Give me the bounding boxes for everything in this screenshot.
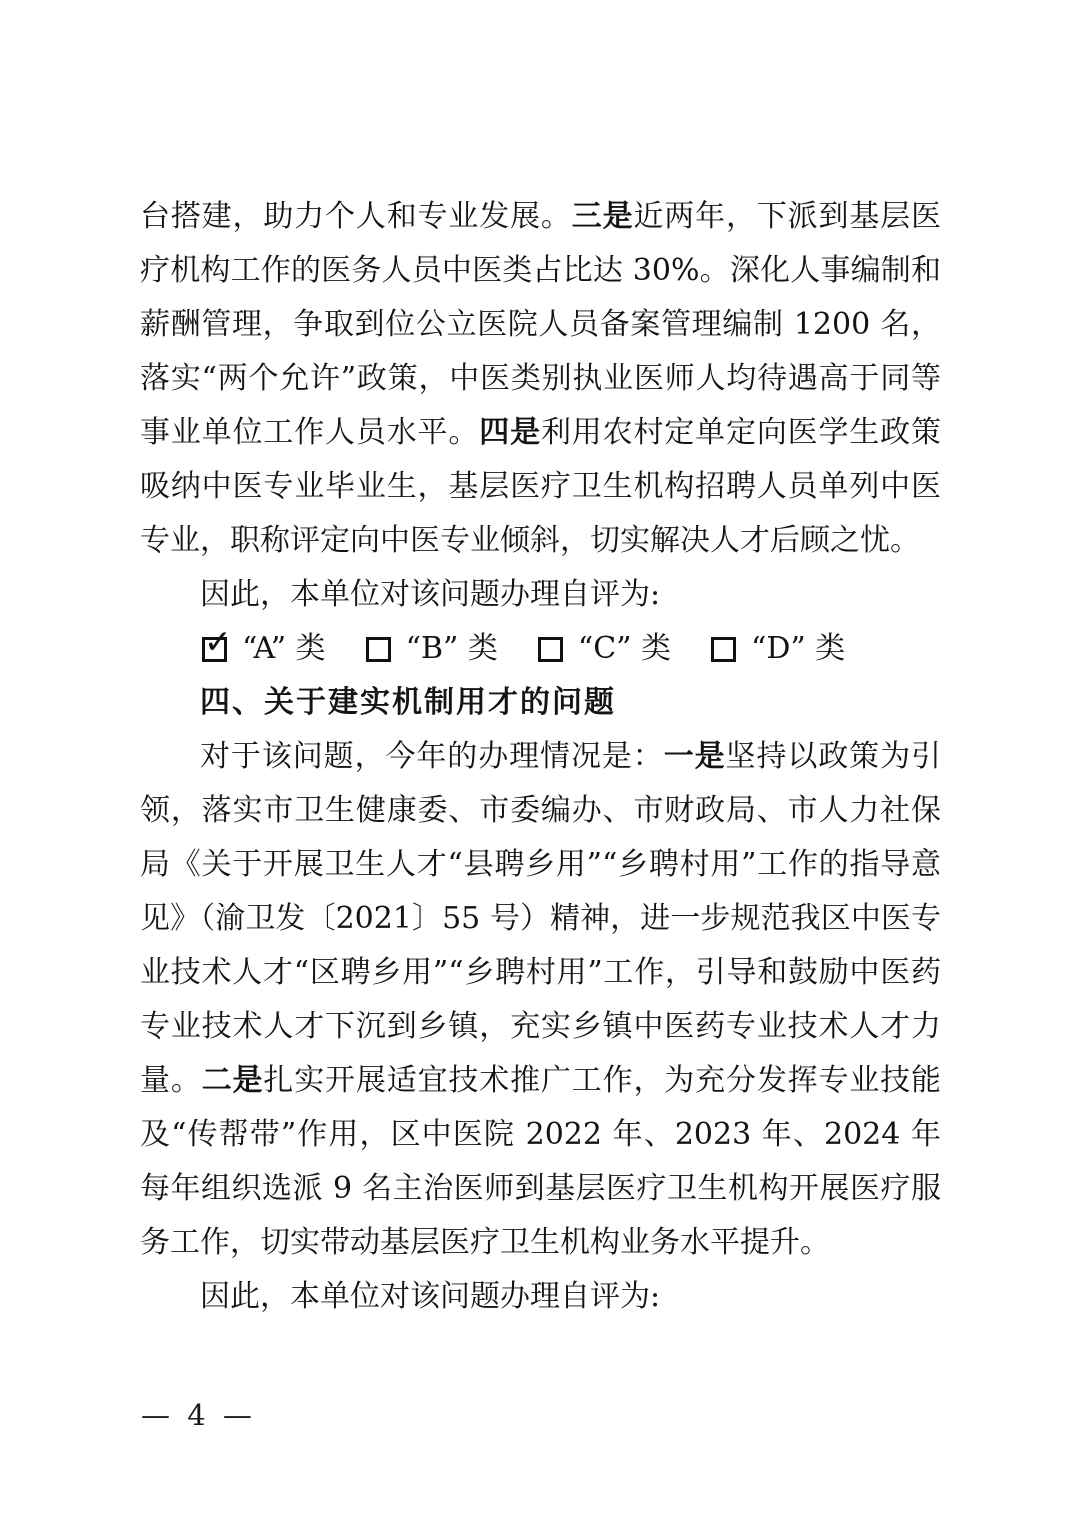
rating-option-label: “D” 类 <box>751 631 846 666</box>
checkbox-empty-icon <box>538 637 563 662</box>
self-rating-prompt-1: 因此，本单位对该问题办理自评为: <box>200 577 661 612</box>
text-run-bold-sanshi: 三是 <box>571 199 634 234</box>
rating-option-label: “C” 类 <box>577 631 672 666</box>
text-run: 对于该问题，今年的办理情况是： <box>200 739 664 774</box>
rating-option-a <box>202 622 326 676</box>
rating-option-label: “A” 类 <box>242 631 326 666</box>
rating-option-d <box>711 622 845 676</box>
self-rating-options-row <box>140 622 941 676</box>
self-rating-prompt-2: 因此，本单位对该问题办理自评为: <box>200 1279 661 1314</box>
text-run: 近两年，下派到基层医疗机构工作的医务人员中医类占比达 30%。深化人事编制和薪酬管理，争取到位公立医院人员备案管理编制 1200 名，落实“两个允许”政策，中医类别执业医师人均待遇高于同等事业单位工作人员水平。 <box>140 199 942 450</box>
paragraph-section-4-body <box>140 730 941 1270</box>
text-run-bold-yishi: 一是 <box>663 739 726 774</box>
rating-option-c <box>538 622 671 676</box>
checkbox-checked-icon <box>202 621 232 662</box>
document-body <box>140 190 941 1324</box>
rating-option-b <box>366 622 498 676</box>
rating-option-label: “B” 类 <box>405 631 498 666</box>
check-mark-icon: ✓ <box>204 621 232 661</box>
text-run-bold-ershi: 二是 <box>201 1063 264 1098</box>
page-number: — 4 — <box>141 1398 256 1432</box>
paragraph-talent-platform-continuation <box>140 190 941 568</box>
checkbox-empty-icon <box>711 637 736 662</box>
section-4-heading: 四、关于建实机制用才的问题 <box>200 686 616 719</box>
text-run-bold-sishi: 四是 <box>479 415 541 450</box>
text-run: 坚持以政策为引领，落实市卫生健康委、市委编办、市财政局、市人力社保局《关于开展卫生人才“县聘乡用”“乡聘村用”工作的指导意见》（渝卫发〔2021〕55 号）精神，进一步规范我区中医专业技术人才“区聘乡用”“乡聘村用”工作，引导和鼓励中医药专业技术人才下沉到乡镇，充实乡镇中医药专业技术人才力量。 <box>140 739 942 1098</box>
text-run: 扎实开展适宜技术推广工作，为充分发挥专业技能及“传帮带”作用，区中医院 2022 年、2023 年、2024 年每年组织选派 9 名主治医师到基层医疗卫生机构开展医疗服务工作，切实带动基层医疗卫生机构业务水平提升。 <box>140 1063 942 1260</box>
text-run: 利用农村定单定向医学生政策吸纳中医专业毕业生，基层医疗卫生机构招聘人员单列中医专业，职称评定向中医专业倾斜，切实解决人才后顾之忧。 <box>140 415 942 558</box>
text-run: 台搭建，助力个人和专业发展。 <box>140 199 572 234</box>
checkbox-empty-icon <box>366 637 391 662</box>
